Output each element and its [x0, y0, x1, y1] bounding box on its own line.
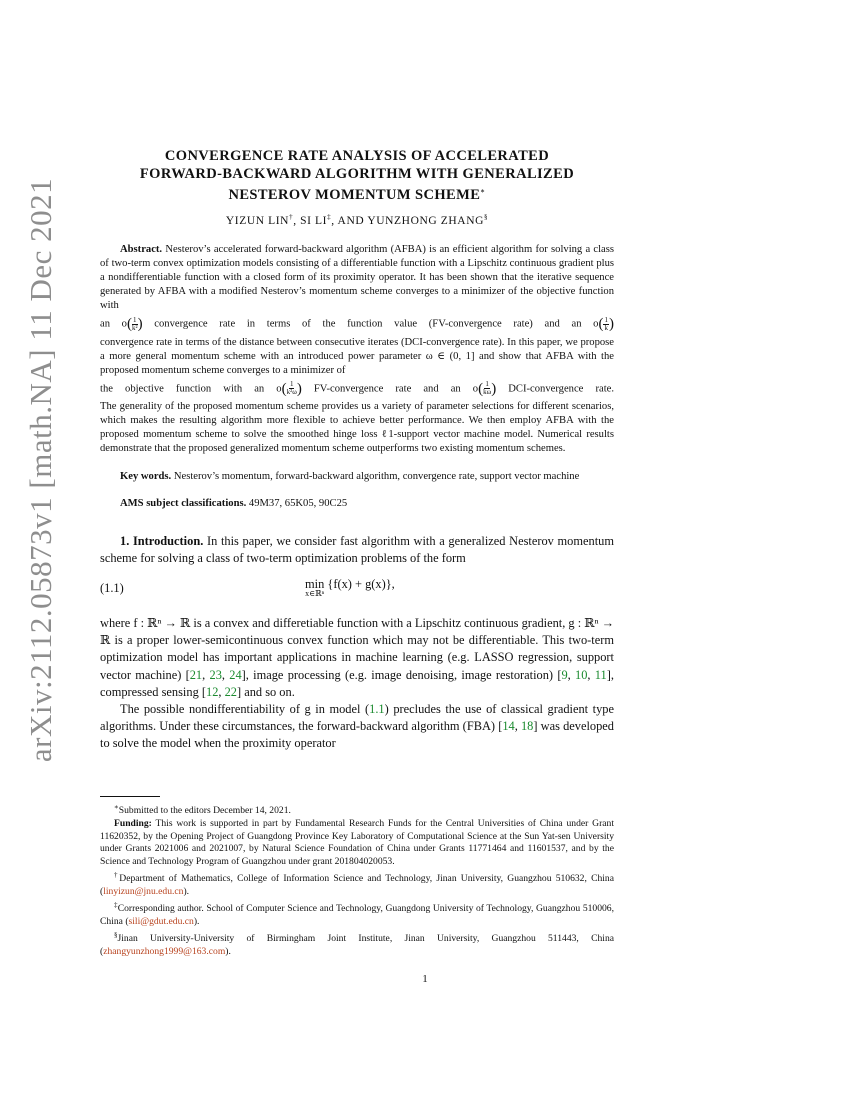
- paragraph-1-text-4: ] and so on.: [236, 684, 295, 699]
- abstract-math-1-middle: convergence rate in terms of the function value (FV-convergence rate) and an o: [154, 318, 599, 330]
- footnote-1-mark: ∗: [114, 802, 119, 811]
- rate-fraction-4: $\frac{1}{k\omega}$: [483, 380, 492, 397]
- paragraph-1-text-2: ], image processing (e.g. image denoising, image restoration) [: [241, 667, 562, 682]
- author-2: SI LI: [300, 215, 328, 228]
- equation-body: {f(x) + g(x)},: [327, 577, 395, 592]
- title-line-1: CONVERGENCE RATE ANALYSIS OF ACCELERATED: [164, 148, 550, 164]
- equation-min: min: [305, 577, 325, 592]
- abstract: [100, 243, 614, 456]
- footnote-2-text: Department of Mathematics, College of Information Science and Technology, Jinan University, Guangzhou 510632, China (: [100, 873, 614, 897]
- rate-fraction-4-den: kω: [483, 388, 492, 397]
- abstract-math-2-suffix: DCI-convergence rate.: [508, 383, 614, 395]
- ams-classifications: [100, 498, 614, 509]
- footnote-author-2: [100, 899, 614, 928]
- equation-label: (1.1): [100, 581, 124, 596]
- footnote-3-mark: ‡: [114, 901, 118, 910]
- paragraph-2: The possible nondifferentiability of g in model (1.1) precludes the use of classical gradient type algorithms. Under these circumstances, the forward-backward algorithm (FBA) [14, 18] was developed to solve the model when the proximity operator: [100, 701, 614, 750]
- equation-subscript: x∈ℝⁿ: [305, 589, 325, 599]
- arxiv-watermark: [18, 177, 64, 763]
- footnote-3-text: Corresponding author. School of Computer Science and Technology, Guangdong University of Technology, Guangzhou 510006, China (: [100, 903, 614, 927]
- paper-page: [100, 148, 614, 752]
- keywords-label: Key words.: [120, 471, 172, 483]
- equation-reference[interactable]: 1.1: [369, 701, 385, 716]
- keywords: [100, 470, 614, 484]
- paragraph-1-text-1: where f : ℝⁿ → ℝ is a convex and differetiable function with a Lipschitz continuous gradient, g : ℝⁿ → ℝ is a proper lower-semicontinuous convex function which may not be differentiable. This two-term optimization model has important applications in machine learning (e.g. LASSO regression, support vector machine) [: [100, 616, 614, 682]
- email-link-2[interactable]: sili@gdut.edu.cn: [128, 915, 194, 927]
- rate-fraction-2: $\frac{1}{k}$: [604, 315, 608, 332]
- abstract-part-3: The generality of the proposed momentum scheme provides us a variety of parameter selections for different scenarios, which makes the resulting algorithm more flexible to achieve better performance. We then employ AFBA with the proposed momentum scheme to solve the smoothed hinge loss ℓ1-support vector machine model. Numerical results demonstrate that the proposed generalized momentum scheme outperforms two existing momentum schemes.: [100, 401, 614, 455]
- rate-fraction-2-den: k: [604, 323, 608, 332]
- abstract-math-2-middle: FV-convergence rate and an o: [313, 383, 479, 395]
- citation-11[interactable]: 11: [594, 667, 607, 682]
- arxiv-id: arXiv:2112.05873v1 [math.NA] 11 Dec 2021: [23, 177, 58, 763]
- abstract-math-line-2: the objective function with an o( $\frac{1}{\text{k²ω}}$ ) FV-convergence rate and an o( $\frac{1}{k\omega}$ ) DCI-convergence rate.: [100, 380, 614, 397]
- title-line-3: [100, 183, 614, 204]
- citation-24[interactable]: 24: [229, 667, 242, 682]
- author-list: YIZUN LIN†, SI LI‡, AND YUNZHONG ZHANG§: [225, 213, 489, 228]
- abstract-part-2: convergence rate in terms of the distance between consecutive iterates (DCI-convergence rate). In this paper, we propose a more general momentum scheme with an introduced power parameter ω ∈ (0, 1] and show that AFBA with the proposed momentum scheme converges to a minimizer of: [100, 336, 614, 376]
- footnote-1-text: Submitted to the editors December 14, 2021.: [118, 804, 291, 816]
- paragraph-2-text-2: ) precludes the use of classical gradient type algorithms. Under these circumstances, the forward-backward algorithm (FBA) [: [100, 701, 614, 733]
- funding-text: This work is supported in part by Fundamental Research Funds for the Central Universities of China under Grant 11620352, by the Opening Project of Guangdong Province Key Laboratory of Computational Science at the Sun Yat-sen University under Grants 2021006 and 2021007, by Natural Science Foundation of China under Grants 11771464 and 11601537, and by the Science and Technology Program of Guangzhou under grant 201804020053.: [100, 818, 614, 867]
- footnote-3-close: ).: [193, 915, 200, 927]
- section-heading: 1. Introduction.: [120, 534, 204, 549]
- footnote-funding: [100, 818, 614, 868]
- citation-23[interactable]: 23: [209, 667, 222, 682]
- rate-fraction-1-den: k²: [131, 323, 138, 332]
- paragraph-2-text-1: The possible nondifferentiability of g in model (: [120, 701, 370, 716]
- ams-text: 49M37, 65K05, 90C25: [246, 498, 348, 510]
- introduction-paragraph: [100, 533, 614, 567]
- footnote-2-mark: †: [114, 871, 120, 880]
- abstract-math-line-1: an o( $\frac{1}{\text{k²}}$ ) convergence rate in terms of the function value (FV-convergence rate) and an o( $\frac{1}{k}$ ): [100, 315, 614, 333]
- ams-label: AMS subject classifications.: [120, 498, 247, 510]
- footnote-4-close: ).: [225, 945, 231, 957]
- paragraph-2-text-3: ] was developed to solve the model when the proximity operator: [100, 718, 614, 750]
- page-number: 1: [422, 973, 428, 985]
- paper-title: [100, 148, 614, 204]
- title-line-3-text: NESTEROV MOMENTUM SCHEME: [228, 186, 481, 203]
- rate-fraction-3: $\frac{1}{\text{k²ω}}$: [286, 380, 297, 397]
- citation-14[interactable]: 14: [502, 718, 515, 733]
- footnote-4-text: Jinan University-University of Birmingham Joint Institute, Jinan University, Guangzhou 511443, China (: [100, 933, 614, 957]
- footnote-author-1: [100, 869, 614, 898]
- abstract-math-1-prefix: an o: [100, 318, 127, 330]
- rate-fraction-3-den: k²ω: [286, 388, 297, 397]
- keywords-text: Nesterov’s momentum, forward-backward algorithm, convergence rate, support vector machine: [171, 471, 580, 483]
- rate-fraction-1: $\frac{1}{\text{k²}}$: [131, 315, 138, 332]
- author-3-mark: §: [484, 213, 489, 222]
- footnote-2-close: ).: [183, 885, 190, 897]
- citation-10[interactable]: 10: [575, 667, 588, 682]
- footnotes: [100, 796, 614, 959]
- email-link-3[interactable]: zhangyunzhong1999@163.com: [103, 945, 226, 957]
- footnote-4-mark: §: [114, 931, 118, 940]
- footnote-author-3: [100, 929, 614, 958]
- author-2-mark: ‡: [327, 213, 332, 222]
- funding-label: Funding:: [114, 818, 152, 830]
- abstract-text-1: Nesterov’s accelerated forward-backward algorithm (AFBA) is an efficient algorithm for solving a class of two-term convex optimization models consisting of a differentiable function with a Lipschitz continuous gradient plus a nondifferentiable function with a closed form of its proximity operator. It has been shown that the iterative sequence generated by AFBA with a modified Nesterov’s momentum scheme converges to a minimizer of the objective function with: [100, 244, 614, 312]
- author-3: YUNZHONG ZHANG: [367, 215, 485, 228]
- footnote-list: [100, 801, 614, 958]
- paragraph-1: where f : ℝⁿ → ℝ is a convex and differetiable function with a Lipschitz continuous gradient, g : ℝⁿ → ℝ is a proper lower-semicontinuous convex function which may not be differentiable. This two-term optimization model has important applications in machine learning (e.g. LASSO regression, support vector machine) [21, 23, 24], image processing (e.g. image denoising, image restoration) [9, 10, 11], compressed sensing [12, 22] and so on.: [100, 616, 614, 699]
- citation-22[interactable]: 22: [224, 684, 237, 699]
- equation-formula: [305, 577, 395, 598]
- citation-12[interactable]: 12: [206, 684, 219, 699]
- citation-18[interactable]: 18: [520, 718, 534, 733]
- author-1: YIZUN LIN: [225, 215, 290, 228]
- abstract-math-2-prefix: the objective function with an o: [100, 383, 282, 395]
- abstract-label: Abstract.: [120, 244, 163, 256]
- email-link-1[interactable]: linyizun@jnu.edu.cn: [103, 885, 184, 897]
- equation-1-1: [100, 577, 614, 607]
- abstract-part-1: [100, 243, 614, 313]
- introduction-text: In this paper, we consider fast algorithm with a generalized Nesterov momentum scheme for solving a class of two-term optimization problems of the form: [100, 534, 614, 566]
- title-line-2: FORWARD-BACKWARD ALGORITHM WITH GENERALIZED: [139, 165, 575, 182]
- citation-21[interactable]: 21: [189, 667, 203, 682]
- footnote-rule: [100, 796, 160, 797]
- citation-9[interactable]: 9: [561, 667, 568, 682]
- author-1-mark: †: [289, 213, 294, 222]
- author-separator: , AND: [331, 215, 368, 228]
- footnote-submitted: [100, 801, 614, 818]
- title-footnote-mark: ∗: [480, 187, 486, 195]
- paragraph-1-text-3: ], compressed sensing [: [100, 667, 614, 699]
